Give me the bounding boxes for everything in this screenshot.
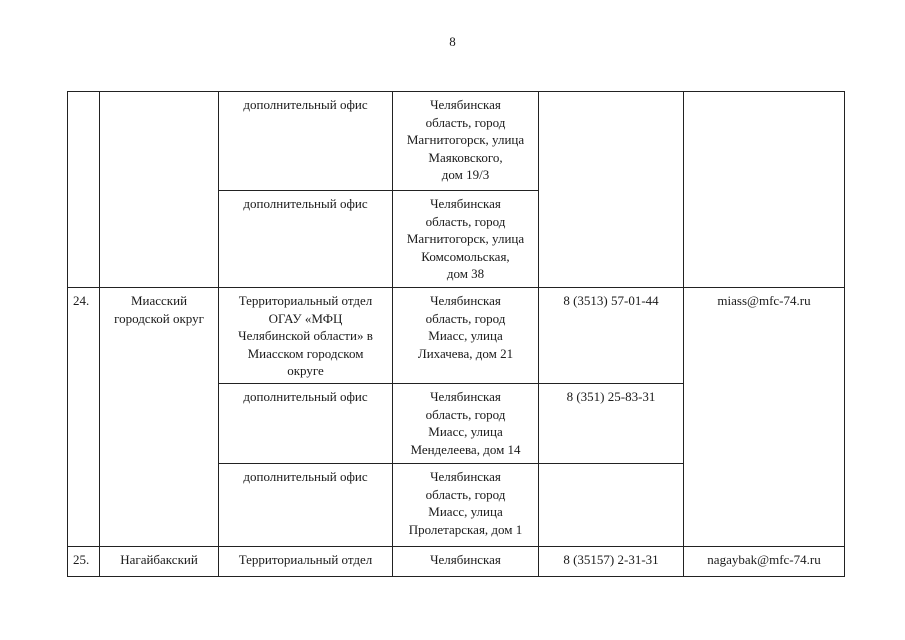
address-line: область, город [425, 310, 506, 326]
office-name: дополнительный офис [243, 196, 368, 211]
address-line: Магнитогорск, улица [406, 231, 525, 246]
phone-cell [539, 92, 684, 288]
office-name: дополнительный офис [243, 389, 368, 404]
offices-table [67, 91, 845, 577]
phone-number: 8 (35157) 2-31-31 [563, 552, 659, 567]
address-line: область, город [425, 406, 506, 422]
address-line: Миасс, улица [428, 328, 503, 343]
address-line: область, город [425, 114, 506, 130]
address-line: Лихачева, дом 21 [417, 345, 514, 361]
address-line: Челябинская [430, 196, 501, 211]
table-row [68, 92, 845, 191]
office-name-line: ОГАУ «МФЦ [268, 310, 343, 326]
row-number: 25. [73, 552, 90, 567]
address-cell [393, 464, 539, 547]
office-name-cell [219, 464, 393, 547]
phone-number: 8 (351) 25-83-31 [566, 389, 656, 404]
address-line: область, город [425, 486, 506, 502]
phone-cell [539, 464, 684, 547]
office-name-cell [219, 288, 393, 384]
address-line: Челябинская [430, 469, 501, 484]
address-line: Комсомольская, [421, 248, 510, 264]
municipality-cell [100, 288, 219, 547]
address-cell [393, 288, 539, 384]
address-line: Маяковского, [428, 149, 503, 165]
number-cell [68, 92, 100, 288]
table-row [68, 547, 845, 577]
address-line: Магнитогорск, улица [406, 132, 525, 147]
email-cell [684, 92, 845, 288]
number-cell [68, 288, 100, 547]
phone-cell [539, 384, 684, 464]
office-name-line: Челябинской области» в [238, 328, 373, 343]
municipality-line: городской округ [114, 310, 204, 326]
address-cell [393, 191, 539, 288]
office-name-cell [219, 547, 393, 577]
address-line: Пролетарская, дом 1 [408, 521, 523, 537]
address-line: дом 38 [446, 266, 485, 281]
municipality-cell [100, 92, 219, 288]
office-name: дополнительный офис [243, 469, 368, 484]
page-number: 8 [449, 34, 456, 49]
address-cell [393, 547, 539, 577]
office-name-line: Территориальный отдел [238, 293, 373, 308]
address-line: Менделеева, дом 14 [410, 441, 521, 457]
municipality-cell [100, 547, 219, 577]
address-line: Челябинская [430, 552, 501, 567]
office-name-line: округе [287, 363, 324, 378]
address-cell [393, 92, 539, 191]
office-name-cell [219, 191, 393, 288]
email-cell [684, 288, 845, 547]
address-line: Челябинская [430, 389, 501, 404]
table-row [68, 288, 845, 384]
office-name-cell [219, 384, 393, 464]
email-address: miass@mfc-74.ru [717, 293, 811, 308]
row-number: 24. [73, 293, 90, 308]
municipality-line: Нагайбакский [120, 552, 198, 567]
address-line: Челябинская [430, 97, 501, 112]
office-name-line: Миасском городском [247, 345, 364, 361]
address-cell [393, 384, 539, 464]
phone-cell [539, 288, 684, 384]
address-line: Миасс, улица [428, 424, 503, 439]
email-address: nagaybak@mfc-74.ru [707, 552, 821, 567]
municipality-line: Миасский [130, 293, 188, 308]
address-line: дом 19/3 [441, 167, 490, 182]
phone-cell [539, 547, 684, 577]
address-line: область, город [425, 213, 506, 229]
address-line: Миасс, улица [428, 504, 503, 519]
address-line: Челябинская [430, 293, 501, 308]
office-name: дополнительный офис [243, 97, 368, 112]
office-name-line: Территориальный отдел [238, 552, 373, 567]
phone-number: 8 (3513) 57-01-44 [563, 293, 659, 308]
office-name-cell [219, 92, 393, 191]
email-cell [684, 547, 845, 577]
number-cell [68, 547, 100, 577]
